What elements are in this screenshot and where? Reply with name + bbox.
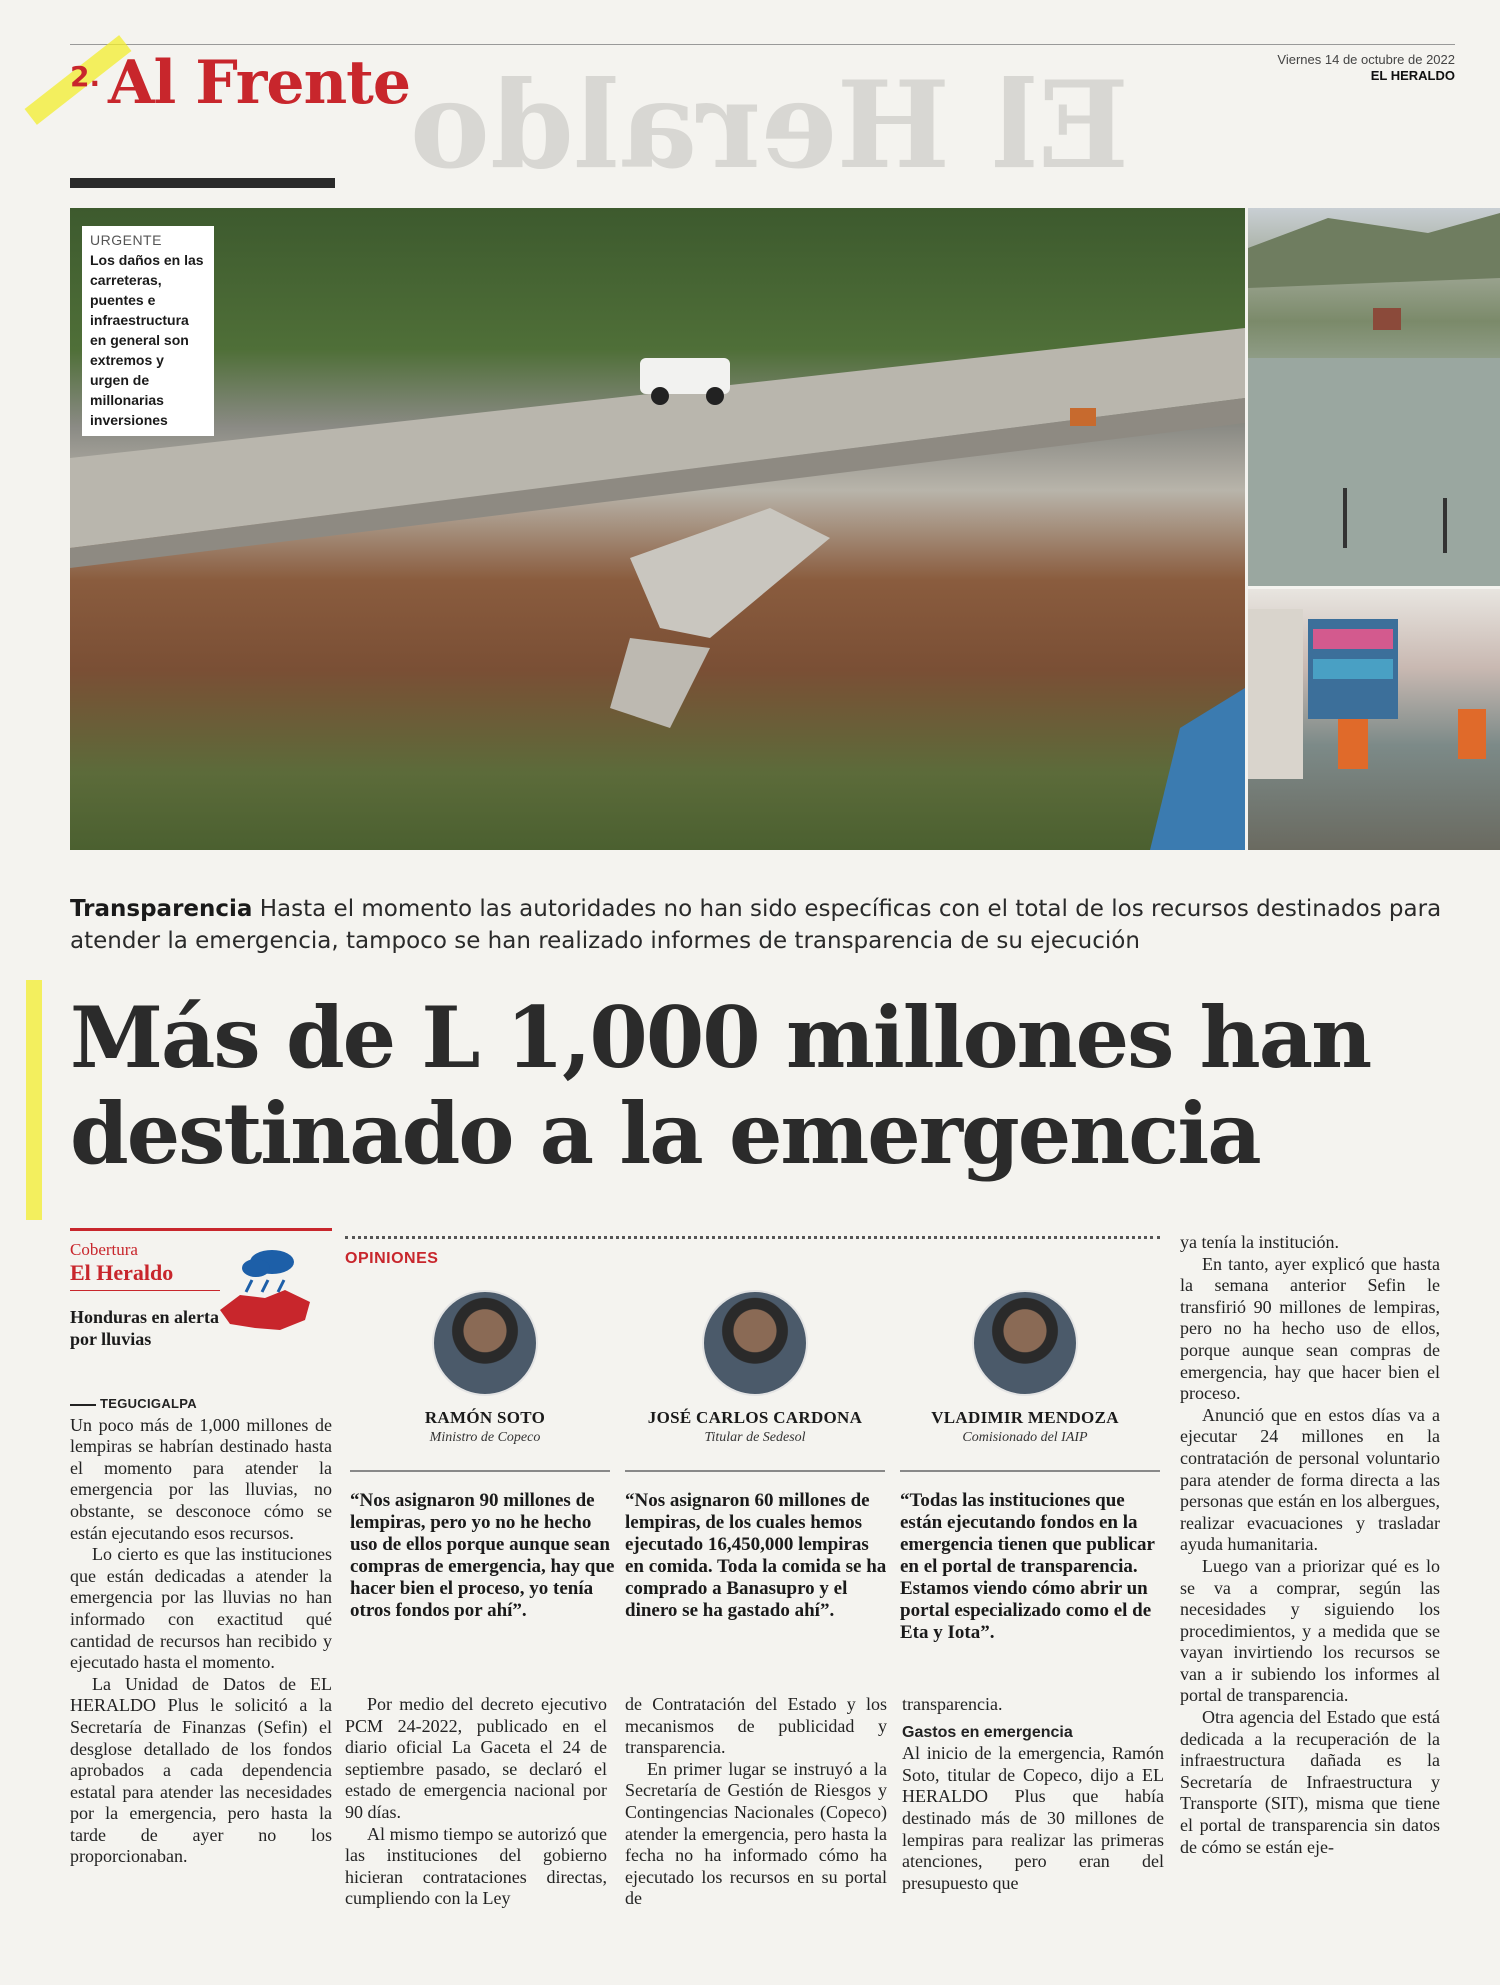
paragraph: En tanto, ayer explicó que hasta la semana anterior Sefin le transfirió 90 millones de lempiras, pero no ha hecho uso de ellos, porque aunque sean compras de emergencia, hay que hacer bien el proceso. <box>1180 1253 1440 1404</box>
paragraph: Luego van a priorizar qué es lo se va a comprar, según las necesidades y siguiendo los procedimientos, y a medida que se vayan invirtiendo los recursos se van a ir subiendo los informes al portal de transparencia. <box>1180 1555 1440 1706</box>
section-title: Al Frente <box>108 48 411 118</box>
article-column-5 <box>1180 1232 1440 1858</box>
coverage-label: Cobertura <box>70 1240 138 1259</box>
section-rule <box>70 178 335 188</box>
dateline: TEGUCIGALPA <box>70 1396 197 1411</box>
opinion-quote: “Nos asignaron 90 millones de lempiras, pero yo no he hecho uso de ellos porque aunque sean compras de emergencia, hay que hacer bien el proceso, yo tenía otros fondos por ahí”. <box>350 1490 615 1621</box>
deck-label: Transparencia <box>70 896 253 922</box>
opinion-name: VLADIMIR MENDOZA <box>931 1408 1119 1427</box>
flooded-field-photo <box>1248 208 1500 586</box>
paragraph: Otra agencia del Estado que está dedicada a la recuperación de la infraestructura dañada es la Secretaría de Infraestructura y Transporte (SIT), misma que tiene el portal de transparencia sin datos de cómo se están eje- <box>1180 1707 1440 1857</box>
landslide-road-photo <box>70 208 1245 850</box>
quote-rule <box>625 1470 885 1472</box>
caption-kicker: URGENTE <box>90 232 162 248</box>
coverage-title: Honduras en alerta por lluvias <box>70 1307 220 1349</box>
article-column-1 <box>70 1392 332 1868</box>
opinion-jose-carlos-cardona <box>620 1290 890 1446</box>
landslide-road-illustration <box>70 208 1245 850</box>
headline <box>70 990 1490 1182</box>
rain-map-icon <box>210 1240 320 1350</box>
coverage-brand: El Heraldo <box>70 1260 174 1285</box>
deck <box>70 893 1460 957</box>
paragraph: Por medio del decreto ejecutivo PCM 24-2022, publicado en el diario oficial La Gaceta el 24 de septiembre pasado, se declaró el estado de emergencia nacional por 90 días. <box>345 1694 607 1822</box>
paragraph: La Unidad de Datos de EL HERALDO Plus le solicitó a la Secretaría de Finanzas (Sefin) el desglose detallado de los fondos aprobados a cada dependencia estatal para atender las necesidades por la emergencia, pero hasta la tarde de ayer no los proporcionaban. <box>70 1673 332 1867</box>
coverage-rule <box>70 1290 220 1291</box>
header-rule <box>70 44 1455 45</box>
opinions-rule <box>345 1236 1160 1239</box>
background-masthead-watermark: El Heraldo <box>410 55 1130 196</box>
article-column-3 <box>625 1694 887 1910</box>
quote-rule <box>350 1470 610 1472</box>
opinion-role: Ministro de Copeco <box>429 1430 541 1445</box>
paragraph: Al mismo tiempo se autorizó que las instituciones del gobierno hicieran contrataciones directas, cumpliendo con la Ley <box>345 1823 607 1909</box>
paper-name: EL HERALDO <box>1370 68 1455 83</box>
opinion-vladimir-mendoza <box>890 1290 1160 1446</box>
deck-text: Hasta el momento las autoridades no han sido específicas con el total de los recursos destinados para atender la emergencia, tampoco se han realizado informes de transparencia de su ejecución <box>70 896 1442 954</box>
photo-caption <box>82 226 214 436</box>
page-number: 2. <box>70 60 101 93</box>
opinion-name: JOSÉ CARLOS CARDONA <box>647 1408 863 1427</box>
opinion-role: Comisionado del IAIP <box>962 1430 1088 1445</box>
coverage-rule-top <box>70 1228 332 1231</box>
paragraph: de Contratación del Estado y los mecanismos de publicidad y transparencia. <box>625 1694 887 1758</box>
opinion-name: RAMÓN SOTO <box>424 1408 546 1427</box>
article-column-4 <box>902 1694 1164 1894</box>
quote-rule <box>900 1470 1160 1472</box>
subhead: Gastos en emergencia <box>902 1723 1073 1741</box>
opinion-quote: “Nos asignaron 60 millones de lempiras, de los cuales hemos ejecutado 16,450,000 lempiras en comida. Toda la comida se ha comprado a Banasupro y el dinero se ha gastado ahí”. <box>625 1490 887 1621</box>
avatar <box>702 1290 808 1396</box>
headline-line-2: destinado a la emergencia <box>70 1084 1260 1183</box>
paragraph: En primer lugar se instruyó a la Secretaría de Gestión de Riesgos y Contingencias Nacionales (Copeco) atender la emergencia, pero hasta la fecha no ha informado cómo ha ejecutado los recursos en su portal de <box>625 1758 887 1909</box>
paragraph: ya tenía la institución. <box>1180 1232 1339 1252</box>
opinion-ramon-soto <box>350 1290 620 1446</box>
avatar <box>432 1290 538 1396</box>
paragraph: transparencia. <box>902 1694 1003 1714</box>
article-column-2 <box>345 1694 607 1910</box>
opinion-role: Titular de Sedesol <box>704 1430 806 1445</box>
avatar <box>972 1290 1078 1396</box>
paragraph: Anunció que en estos días va a ejecutar 24 millones en la contratación de personal voluntario para atender de forma directa a las personas que están en los albergues, realizar evacuaciones y trasladar ayuda humanitaria. <box>1180 1404 1440 1555</box>
issue-date: Viernes 14 de octubre de 2022 <box>1277 52 1455 67</box>
paragraph: Un poco más de 1,000 millones de lempiras se habrían destinado hasta el momento para atender la emergencia por las lluvias, no obstante, se desconoce cómo se están ejecutando esos recursos. <box>70 1414 332 1543</box>
headline-line-1: Más de L 1,000 millones han <box>70 988 1371 1087</box>
paragraph: Al inicio de la emergencia, Ramón Soto, titular de Copeco, dijo a EL HERALDO Plus que había destinado más de 30 millones de lempiras para realizar las primeras atenciones, pero eran del presupuesto que <box>902 1743 1164 1893</box>
opinions-label: OPINIONES <box>345 1250 439 1267</box>
opinion-quote: “Todas las instituciones que están ejecutando fondos en la emergencia tienen que publicar en el portal de transparencia. Estamos viendo cómo abrir un portal especializado como el de Eta y Iota”. <box>900 1490 1155 1643</box>
highlighter-mark-side <box>26 980 42 1220</box>
caption-text: Los daños en las carreteras, puentes e infraestructura en general son extremos y urgen de millonarias inversiones <box>90 252 204 428</box>
paragraph: Lo cierto es que las instituciones que están dedicadas a atender la emergencia por las lluvias no han informado con exactitud qué cantidad de recursos han recibido y ejecutado hasta el momento. <box>70 1544 332 1673</box>
aid-workers-photo <box>1248 589 1500 850</box>
